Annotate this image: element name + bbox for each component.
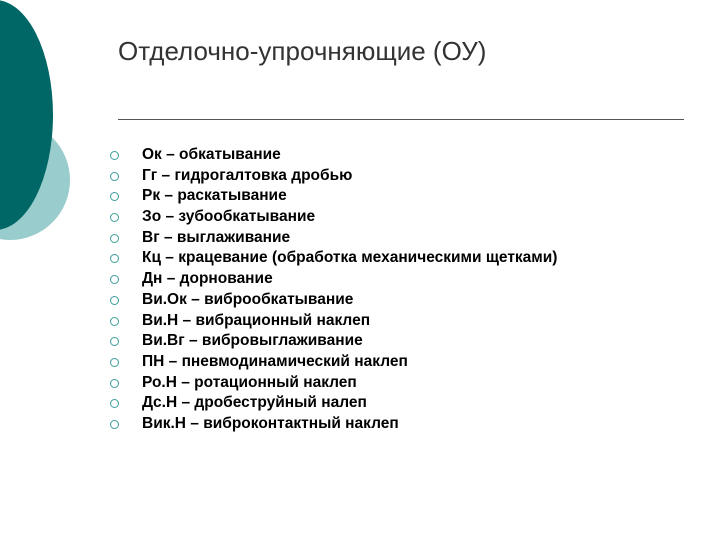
slide-title: Отделочно-упрочняющие (ОУ) bbox=[118, 36, 487, 66]
list-item: Вг – выглаживание bbox=[110, 228, 700, 248]
circle-bullet-icon bbox=[110, 234, 119, 243]
circle-bullet-icon bbox=[110, 254, 119, 263]
abbreviation-list bbox=[110, 145, 700, 435]
list-item: Кц – крацевание (обработка механическими щетками) bbox=[110, 248, 700, 268]
list-item: Ви.Вг – вибровыглаживание bbox=[110, 331, 700, 351]
list-item: Дс.Н – дробеструйный налеп bbox=[110, 393, 700, 413]
list-item: Ви.Ок – виброобкатывание bbox=[110, 290, 700, 310]
list-item: Ро.Н – ротационный наклеп bbox=[110, 373, 700, 393]
list-item: Дн – дорнование bbox=[110, 269, 700, 289]
list-item: Ок – обкатывание bbox=[110, 145, 700, 165]
list-item: ПН – пневмодинамический наклеп bbox=[110, 352, 700, 372]
list-item: Вик.Н – виброконтактный наклеп bbox=[110, 414, 700, 434]
circle-bullet-icon bbox=[110, 192, 119, 201]
list-item: Ви.Н – вибрационный наклеп bbox=[110, 311, 700, 331]
circle-bullet-icon bbox=[110, 317, 119, 326]
circle-bullet-icon bbox=[110, 358, 119, 367]
circle-bullet-icon bbox=[110, 151, 119, 160]
circle-bullet-icon bbox=[110, 213, 119, 222]
circle-bullet-icon bbox=[110, 379, 119, 388]
circle-bullet-icon bbox=[110, 275, 119, 284]
list-item: Зо – зубообкатывание bbox=[110, 207, 700, 227]
circle-bullet-icon bbox=[110, 337, 119, 346]
decorative-circles bbox=[0, 0, 90, 300]
title-divider bbox=[118, 119, 684, 120]
circle-bullet-icon bbox=[110, 296, 119, 305]
circle-bullet-icon bbox=[110, 420, 119, 429]
list-item: Рк – раскатывание bbox=[110, 186, 700, 206]
circle-bullet-icon bbox=[110, 399, 119, 408]
circle-bullet-icon bbox=[110, 172, 119, 181]
list-item: Гг – гидрогалтовка дробью bbox=[110, 166, 700, 186]
